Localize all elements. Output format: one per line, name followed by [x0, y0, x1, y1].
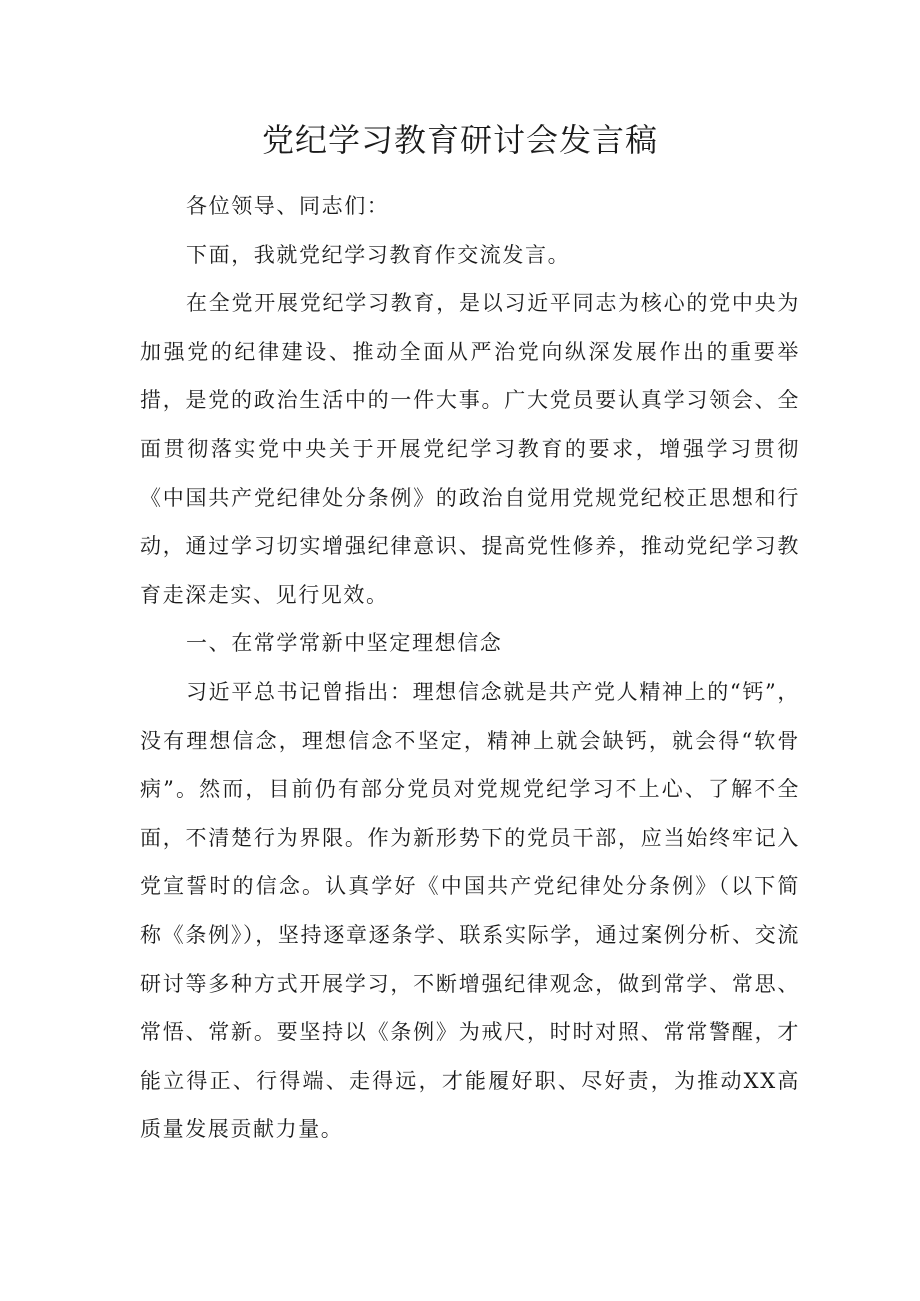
- document-body: [140, 182, 800, 1154]
- salutation-paragraph: 各位领导、同志们：: [186, 194, 390, 218]
- document-title: 党纪学习教育研讨会发言稿: [261, 121, 658, 159]
- section-body-paragraph: 习近平总书记曾指出：理想信念就是共产党人精神上的“钙”，没有理想信念，理想信念不坚定，精神上就会缺钙，就会得“软骨病”。然而，目前仍有部分党员对党规党纪学习不上心、了解不全面，不清楚行为界限。作为新形势下的党员干部，应当始终牢记入党宣誓时的信念。认真学好《中国共产党纪律处分条例》（以下简称《条例》），坚持逐章逐条学、联系实际学，通过案例分析、交流研讨等多种方式开展学习，不断增强纪律观念，做到常学、常思、常悟、常新。要坚持以《条例》为戒尺，时时对照、常常警醒，才能立得正、行得端、走得远，才能履好职、尽好责，为推动XX高质量发展贡献力量。: [140, 679, 800, 1142]
- background-paragraph: 在全党开展党纪学习教育，是以习近平同志为核心的党中央为加强党的纪律建设、推动全面从严治党向纵深发展作出的重要举措，是党的政治生活中的一件大事。广大党员要认真学习领会、全面贯彻落实党中央关于开展党纪学习教育的要求，增强学习贯彻《中国共产党纪律处分条例》的政治自觉用党规党纪校正思想和行动，通过学习切实增强纪律意识、提高党性修养，推动党纪学习教育走深走实、见行见效。: [140, 291, 800, 607]
- intro-paragraph: 下面，我就党纪学习教育作交流发言。: [186, 242, 571, 267]
- section-heading: 一、在常学常新中坚定理想信念: [186, 631, 503, 656]
